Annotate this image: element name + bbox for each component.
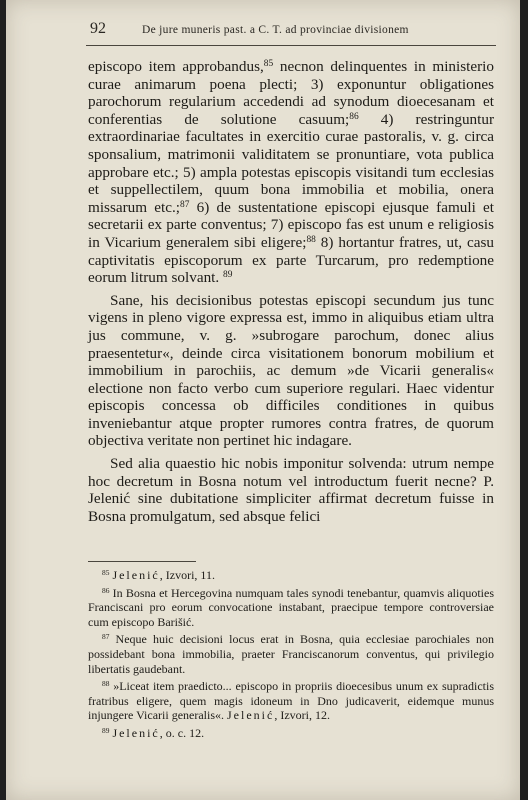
paragraph-2: Sane, his decisionibus potestas episcopi secundum jus tunc vigens in pleno vigore expressa est, immo in aliquibus etiam ultra jus commune, v. g. »subrogare parochum, donec alius praesentetur«, deinde circa visitationem bonorum mobilium et immobilium in parochiis, ac demum »de Vicarii generalis« electione non facto verbo cum superiore regulari. Haec videntur episcopis concessa ob difficiles conditiones in quibus inveniebantur atque propter rumores contra fratres, de quorum objectiva veritate non pertinet hic indagare.	[88, 291, 494, 450]
author-name: Jelenić	[112, 568, 160, 582]
page-number: 92	[90, 20, 106, 37]
book-page	[6, 0, 520, 800]
footnote-ref-89: 89	[222, 269, 233, 280]
footnotes	[88, 568, 494, 741]
footnote-rule	[88, 561, 196, 562]
footnote-87: $^{87}$ Neque huic decisioni locus erat in Bosna, quia ecclesiae parochiales non possidebant bona immobilia, praeter Franciscanorum conventus, qui privilegio libertatis gaudebant.	[88, 632, 494, 676]
paragraph-3: Sed alia quaestio hic nobis imponitur solvenda: utrum nempe hoc decretum in Bosna notum vel introductum fuerit necne? P. Jelenić sine dubitatione simpliciter affirmat decretum fuisse in Bosna promulgatum, sed absque felici	[88, 455, 494, 525]
footnote-ref-87: 87	[180, 199, 190, 210]
footnote-88: $^{88}$ »Liceat item praedicto... episcopo in propriis dioecesibus unum ex supradictis fratribus eligere, quem magis idoneum in Dno judicaverit, eidemque munus injungere Vicarii generalis«. Jelenić, Izvori, 12.	[88, 679, 494, 723]
header-rule	[86, 45, 496, 46]
main-text	[88, 58, 494, 525]
footnote-ref-88: 88	[306, 234, 316, 245]
footnote-85: $^{85}$ Jelenić, Izvori, 11.	[102, 567, 215, 582]
page-header	[90, 20, 494, 42]
running-title: De jure muneris past. a C. T. ad provinciae divisionem	[142, 24, 409, 36]
paragraph-1: episcopo item approbandus,$^{85}$ necnon delinquentes in ministerio curae animarum poena plecti; 3) exponuntur obligationes parochorum regularium accedendi ad synodum dioecesanam et conferentias de solutione casuum;$^{86}$ 4) restringuntur extraordinariae facultates in exercitio curae pastoralis, v. g. circa sponsalium, matrimonii validitatem se pronuntiare, vota publica approbare etc.; 5) ampla potestas episcopis visitandi tum ecclesias et suppellectilem, quum bona immobilia et mobilia, onera missarum etc.;$^{87}$ 6) de sustentatione episcopi ejusque famuli et secretarii ex parte conventus; 7) episcopo fas est unum e religiosis in Vicarium generalem sibi eligere;$^{88}$ 8) hortantur fratres, ut, casu captivitatis episcoporum ex parte Turcarum, pro redemptione eorum litrum solvant. $^{89}$	[88, 58, 495, 287]
author-name: Jelenić	[227, 708, 275, 723]
footnote-89: $^{89}$ Jelenić, o. c. 12.	[102, 725, 205, 740]
footnote-ref-85: 85	[263, 58, 274, 69]
footnote-86: $^{86}$ In Bosna et Hercegovina numquam tales synodi tenebantur, quamvis aliquoties Franciscani pro eorum convocatione instabant, praecipue tempore controversiae cum episcopo Barišić.	[88, 585, 494, 629]
author-name: Jelenić	[112, 725, 160, 740]
footnote-ref-86: 86	[349, 111, 359, 122]
